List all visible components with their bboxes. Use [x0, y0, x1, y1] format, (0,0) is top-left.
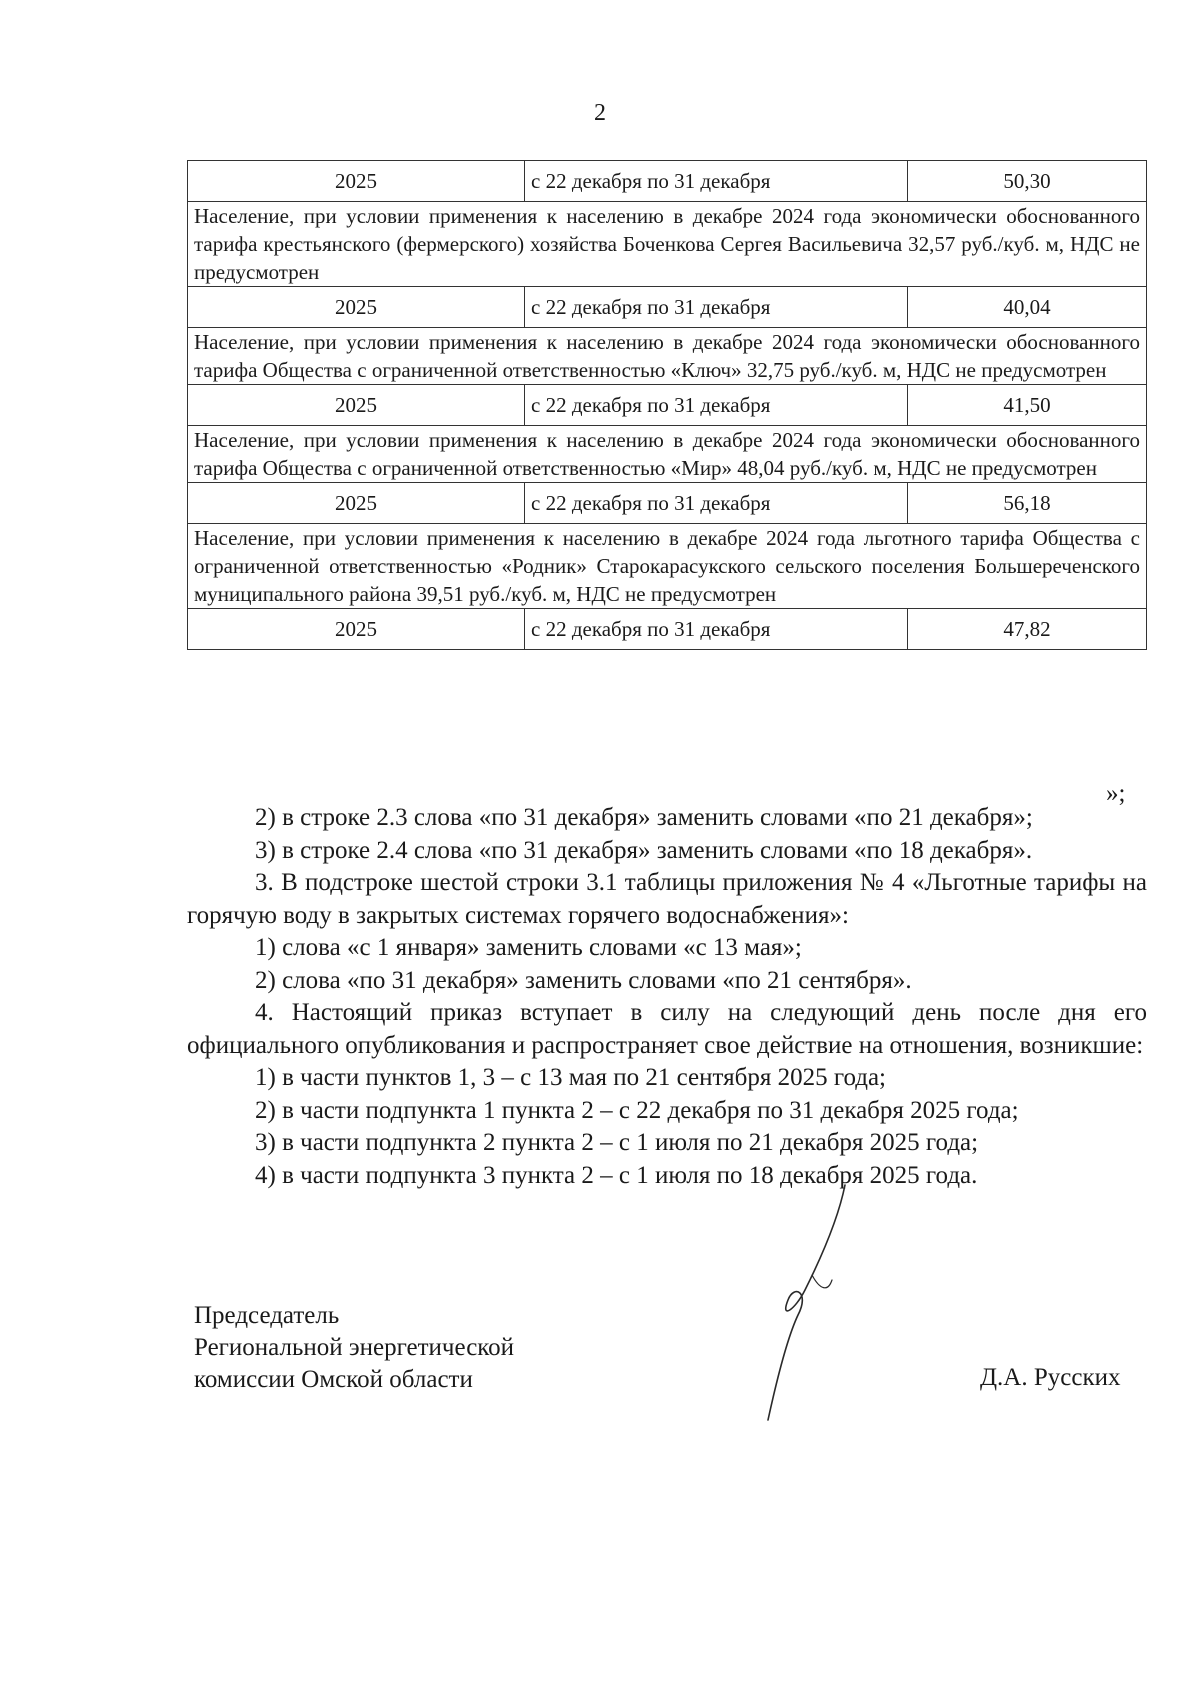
paragraph-4-3: 3) в части подпункта 2 пункта 2 – с 1 июля по 21 декабря 2025 года; — [255, 1129, 979, 1156]
handwritten-signature — [750, 1180, 880, 1430]
tariff-value-row — [188, 385, 1147, 426]
tariff-table-body — [188, 161, 1147, 650]
description-cell: Население, при условии применения к населению в декабре 2024 года экономически обоснованного тарифа Общества с ограниченной ответственностью «Мир» 48,04 руб./куб. м, НДС не предусмотрен — [188, 426, 1147, 483]
signer-position-line: Региональной энергетической — [194, 1334, 515, 1361]
period-cell: с 22 декабря по 31 декабря — [525, 161, 908, 202]
order-text — [187, 802, 1147, 1192]
price-cell: 47,82 — [908, 609, 1147, 650]
signer-position-line: Председатель — [194, 1302, 340, 1329]
paragraph-4-2: 2) в части подпункта 1 пункта 2 – с 22 декабря по 31 декабря 2025 года; — [255, 1096, 1019, 1124]
price-cell: 56,18 — [908, 483, 1147, 524]
year-cell: 2025 — [188, 385, 525, 426]
description-cell: Население, при условии применения к населению в декабре 2024 года экономически обоснованного тарифа Общества с ограниченной ответственностью «Ключ» 32,75 руб./куб. м, НДС не предусмотрен — [188, 328, 1147, 385]
table-closing-quote: »; — [1106, 780, 1126, 807]
tariff-description-row — [188, 426, 1147, 483]
paragraph-3: 3. В подстроке шестой строки 3.1 таблицы приложения № 4 «Льготные тарифы на горячую воду в закрытых системах горячего водоснабжения»: — [187, 869, 1147, 929]
paragraph-2-2: 2) в строке 2.3 слова «по 31 декабря» заменить словами «по 21 декабря»; — [255, 804, 1033, 831]
year-cell: 2025 — [188, 287, 525, 328]
paragraph-4: 4. Настоящий приказ вступает в силу на следующий день после дня его официального опубликования и распространяет свое действие на отношения, возникшие: — [187, 999, 1147, 1059]
year-cell: 2025 — [188, 609, 525, 650]
signer-position-line: комиссии Омской области — [194, 1366, 473, 1393]
tariff-description-row — [188, 524, 1147, 609]
period-cell: с 22 декабря по 31 декабря — [525, 483, 908, 524]
description-cell: Население, при условии применения к населению в декабре 2024 года льготного тарифа Общества с ограниченной ответственностью «Родник» Старокарасукского сельского поселения Большереченского муниципального района 39,51 руб./куб. м, НДС не предусмотрен — [188, 524, 1147, 609]
price-cell: 40,04 — [908, 287, 1147, 328]
period-cell: с 22 декабря по 31 декабря — [525, 385, 908, 426]
signer-name: Д.А. Русских — [980, 1364, 1121, 1391]
description-cell: Население, при условии применения к населению в декабре 2024 года экономически обоснованного тарифа крестьянского (фермерского) хозяйства Боченкова Сергея Васильевича 32,57 руб./куб. м, НДС не предусмотрен — [188, 202, 1147, 287]
paragraph-4-1: 1) в части пунктов 1, 3 – с 13 мая по 21 сентября 2025 года; — [255, 1064, 887, 1091]
paragraph-2-3: 3) в строке 2.4 слова «по 31 декабря» заменить словами «по 18 декабря». — [255, 836, 1033, 864]
price-cell: 41,50 — [908, 385, 1147, 426]
paragraph-4-4: 4) в части подпункта 3 пункта 2 – с 1 июля по 18 декабря 2025 года. — [255, 1161, 978, 1189]
period-cell: с 22 декабря по 31 декабря — [525, 287, 908, 328]
tariff-value-row — [188, 483, 1147, 524]
page-number: 2 — [594, 100, 606, 126]
period-cell: с 22 декабря по 31 декабря — [525, 609, 908, 650]
signer-position — [194, 1300, 514, 1396]
year-cell: 2025 — [188, 483, 525, 524]
tariff-value-row — [188, 287, 1147, 328]
tariff-value-row — [188, 161, 1147, 202]
paragraph-3-2: 2) слова «по 31 декабря» заменить словами «по 21 сентября». — [255, 966, 912, 994]
year-cell: 2025 — [188, 161, 525, 202]
tariff-value-row — [188, 609, 1147, 650]
tariff-description-row — [188, 202, 1147, 287]
tariff-table — [187, 160, 1147, 650]
tariff-description-row — [188, 328, 1147, 385]
price-cell: 50,30 — [908, 161, 1147, 202]
paragraph-3-1: 1) слова «с 1 января» заменить словами «с 13 мая»; — [255, 934, 802, 961]
